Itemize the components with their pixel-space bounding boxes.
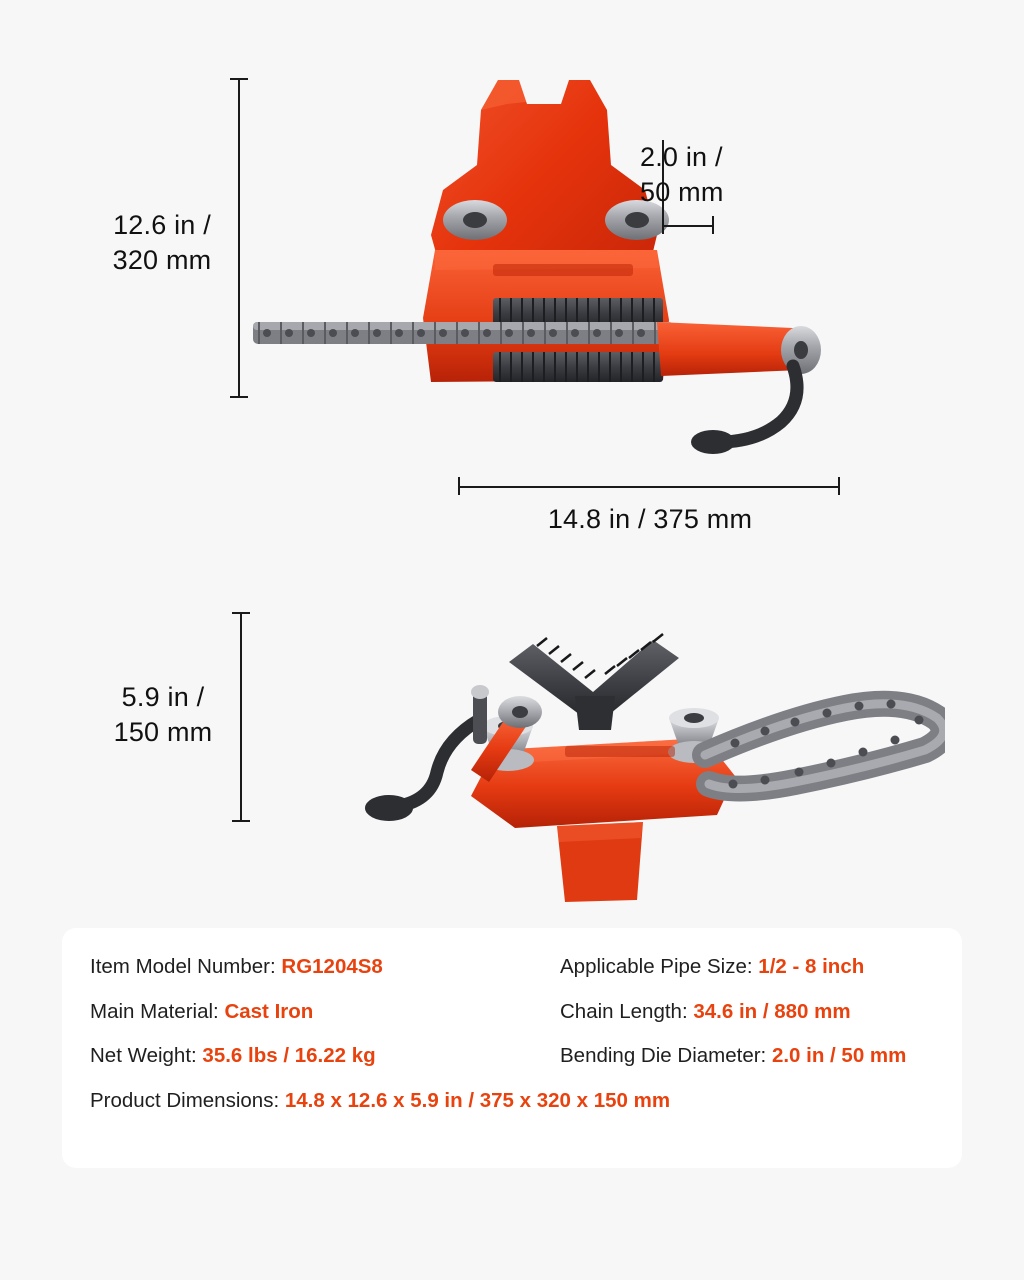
spec-item-main-material — [90, 999, 560, 1026]
dimension-cap-width-left — [458, 477, 460, 495]
spec-item-chain-length — [560, 999, 938, 1026]
spec-value: Cast Iron — [224, 999, 314, 1023]
spec-label: Product Dimensions: — [90, 1088, 285, 1112]
dimension-label-die-diameter: 2.0 in / 50 mm — [640, 142, 724, 207]
dimension-label-width: 14.8 in / 375 mm — [547, 504, 753, 534]
dimension-label-depth: 5.9 in / 150 mm — [113, 682, 213, 747]
spec-row — [90, 999, 938, 1026]
spec-label: Main Material: — [90, 999, 225, 1023]
spec-item-product-dimensions — [90, 1088, 938, 1115]
spec-label: Applicable Pipe Size: — [560, 955, 759, 978]
spec-value: 1/2 - 8 inch — [758, 955, 865, 978]
spec-value: 2.0 in / 50 mm — [771, 1044, 907, 1068]
spec-row — [90, 1088, 938, 1115]
dimension-line-height — [238, 78, 240, 398]
dimension-cap-die-right — [712, 216, 714, 234]
spec-row — [90, 1043, 938, 1070]
dimension-line-die-diameter — [662, 225, 714, 227]
spec-value: 14.8 x 12.6 x 5.9 in / 375 x 320 x 150 mm — [284, 1088, 671, 1112]
dimension-cap-depth-top — [232, 612, 250, 614]
dimension-cap-width-right — [838, 477, 840, 495]
spec-row — [90, 954, 938, 981]
specification-grid — [90, 954, 938, 1133]
spec-label: Item Model Number: — [90, 955, 282, 978]
spec-label: Chain Length: — [560, 999, 694, 1023]
spec-label: Net Weight: — [90, 1044, 203, 1068]
spec-item-pipe-size — [560, 954, 938, 981]
dimension-cap-height-bottom — [230, 396, 248, 398]
product-illustration-side — [265, 600, 945, 930]
product-illustration-front — [245, 70, 865, 490]
spec-label: Bending Die Diameter: — [560, 1044, 772, 1068]
dimension-line-depth — [240, 612, 242, 822]
spec-value: 35.6 lbs / 16.22 kg — [202, 1044, 376, 1068]
spec-value: RG1204S8 — [281, 955, 383, 978]
spec-item-die-diameter — [560, 1043, 938, 1070]
dimension-cap-height-top — [230, 78, 248, 80]
dimension-cap-depth-bottom — [232, 820, 250, 822]
spec-item-net-weight — [90, 1043, 560, 1070]
specification-card — [62, 928, 962, 1168]
spec-item-model-number — [90, 954, 560, 981]
spec-value: 34.6 in / 880 mm — [693, 999, 851, 1023]
dimension-label-height: 12.6 in / 320 mm — [112, 210, 212, 275]
dimension-line-width — [458, 486, 840, 488]
